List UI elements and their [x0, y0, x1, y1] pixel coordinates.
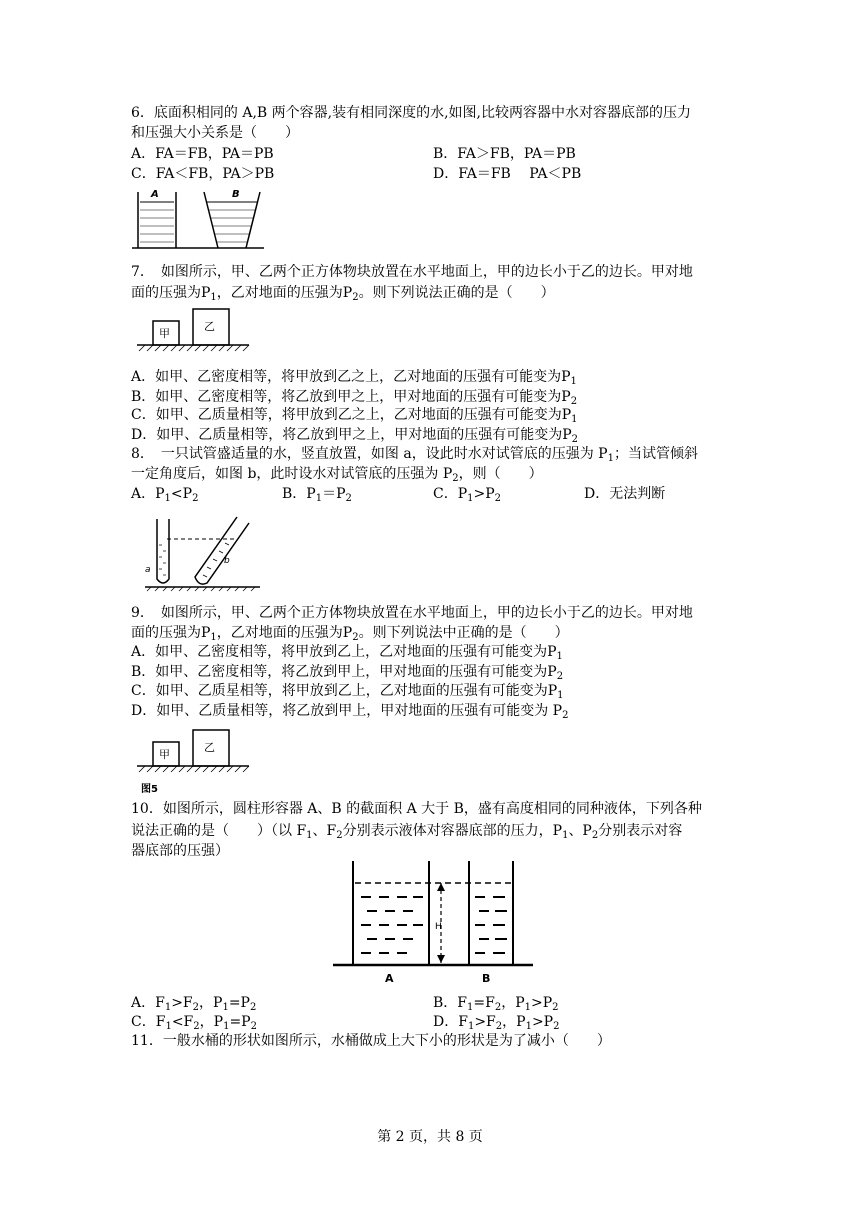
q10-stem-line3: 器底部的压强）	[131, 843, 229, 859]
q10-option-b: B．$F_1=F_2$，$P_1>P_2$	[433, 995, 559, 1013]
q7-fig-yi: 乙	[204, 320, 215, 333]
q10-fig-b: B	[482, 972, 491, 985]
q9-stem-line2: 面的压强为$P_1$，乙对地面的压强为$P_2$。则下列说法中正确的是（ ）	[131, 625, 569, 643]
q8-fig-a: a	[145, 565, 151, 575]
q9-option-a: A．如甲、乙密度相等，将甲放到乙上，乙对地面的压强有可能变为$P_1$	[131, 644, 563, 662]
q7-option-a: A．如甲、乙密度相等，将甲放到乙之上，乙对地面的压强有可能变为$P_1$	[131, 369, 577, 387]
page-footer: 第 2 页，共 8 页	[377, 1129, 483, 1145]
q8-option-d: D．无法判断	[584, 486, 666, 502]
q11-stem: 11．一般水桶的形状如图所示，水桶做成上大下小的形状是为了减小（ ）	[131, 1033, 611, 1049]
q10-option-a: A．$F_1>F_2$，$P_1=P_2$	[131, 995, 257, 1013]
q8-figure-test-tubes	[145, 515, 260, 591]
q7-stem-line2: 面的压强为$P_1$，乙对地面的压强为$P_2$。则下列说法正确的是（ ）	[131, 285, 555, 303]
q7-stem-line1: 7． 如图所示，甲、乙两个正方体物块放置在水平地面上，甲的边长小于乙的边长。甲对地	[131, 264, 693, 280]
q8-option-b: B．$P_1=P_2$	[282, 486, 352, 504]
q8-stem-line1: 8． 一只试管盛适量的水，竖直放置，如图 a，设此时水对试管底的压强为 $P_1$；当试管倾斜	[131, 446, 698, 464]
q8-option-a: A．$P_1<P_2$	[131, 486, 199, 504]
q9-stem-line1: 9． 如图所示，甲、乙两个正方体物块放置在水平地面上，甲的边长小于乙的边长。甲对地	[131, 605, 693, 621]
q6-figure-containers	[128, 188, 268, 250]
q9-fig-jia: 甲	[159, 748, 170, 761]
q9-fig-caption: 图5	[141, 784, 158, 795]
q6-option-c: C．FA＜FB，PA＞PB	[131, 166, 275, 182]
q7-fig-jia: 甲	[159, 327, 170, 340]
q8-stem-line2: 一定角度后，如图 b，此时设水对试管底的压强为 $P_2$，则（ ）	[131, 466, 543, 484]
q7-figure-blocks	[137, 307, 249, 353]
q9-fig-yi: 乙	[204, 741, 215, 754]
q10-stem-line2: 说法正确的是（ ）（以 $F_1$、$F_2$分别表示液体对容器底部的压力，$P_1$、$P_2$分别表示对容	[131, 823, 683, 841]
q6-fig-label-b: B	[232, 189, 240, 200]
q10-stem-line1: 10．如图所示，圆柱形容器 A、B 的截面积 A 大于 B，盛有高度相同的同种液体，下列各种	[131, 801, 702, 817]
q10-fig-a: A	[385, 972, 394, 985]
q10-fig-h: H	[435, 922, 442, 932]
q6-option-d: D．FA＝FB PA＜PB	[433, 166, 582, 182]
q8-option-c: C．$P_1>P_2$	[433, 486, 502, 504]
q9-option-d: D．如甲、乙质量相等，将乙放到甲上，甲对地面的压强有可能变为 $P_2$	[131, 703, 569, 721]
q7-option-d: D．如甲、乙质量相等，将乙放到甲之上，甲对地面的压强有可能变为$P_2$	[131, 427, 579, 445]
q7-option-b: B．如甲、乙密度相等，将乙放到甲之上，甲对地面的压强有可能变为$P_2$	[131, 389, 578, 407]
q6-fig-label-a: A	[151, 189, 159, 200]
q7-option-c: C．如甲、乙质量相等，将甲放到乙之上，乙对地面的压强有可能变为$P_1$	[131, 407, 578, 425]
q6-stem-line1: 6．底面积相同的 A,B 两个容器,装有相同深度的水,如图,比较两容器中水对容器底部的压力	[131, 105, 692, 121]
q6-option-a: A．FA＝FB，PA＝PB	[131, 146, 274, 162]
q6-option-b: B．FA＞FB，PA＝PB	[433, 146, 576, 162]
q10-option-c: C．$F_1<F_2$，$P_1=P_2$	[131, 1014, 257, 1032]
q10-figure-cylinders	[333, 855, 533, 971]
q9-option-b: B．如甲、乙密度相等，将乙放到甲上，甲对地面的压强有可能变为$P_2$	[131, 664, 564, 682]
q9-option-c: C．如甲、乙质星相等，将甲放到乙上，乙对地面的压强有可能变为$P_1$	[131, 683, 564, 701]
q9-figure-blocks	[137, 728, 249, 774]
q8-fig-b: b	[224, 556, 230, 566]
q6-stem-line2: 和压强大小关系是（ ）	[131, 125, 299, 141]
q10-option-d: D．$F_1>F_2$，$P_1>P_2$	[433, 1014, 560, 1032]
